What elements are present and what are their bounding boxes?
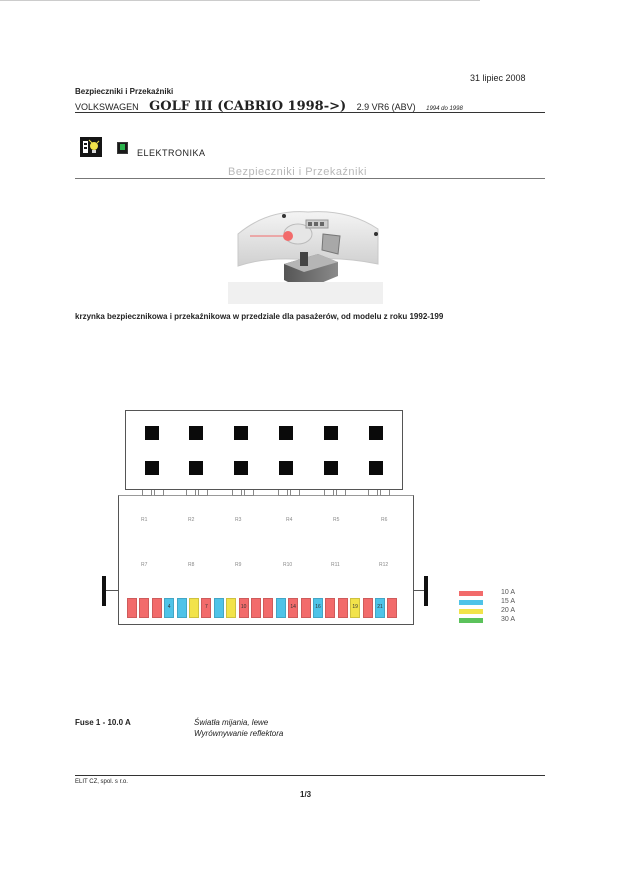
relay-label: R1 xyxy=(141,517,148,523)
vehicle-make: VOLKSWAGEN xyxy=(75,102,139,112)
fuse-14[interactable] xyxy=(288,598,298,618)
fuse-5[interactable] xyxy=(177,598,187,618)
fuse-22[interactable] xyxy=(387,598,397,618)
legend-swatch xyxy=(459,618,483,623)
selected-fuse-description xyxy=(194,717,283,739)
fuse-21[interactable] xyxy=(375,598,385,618)
fuse-number-label: 21 xyxy=(377,604,383,610)
clip xyxy=(186,490,196,496)
relay-socket xyxy=(234,426,248,440)
fuse-number-label: 19 xyxy=(352,604,358,610)
relay-socket xyxy=(369,461,383,475)
fuse-16[interactable] xyxy=(313,598,323,618)
fuse-7[interactable] xyxy=(201,598,211,618)
fuse-18[interactable] xyxy=(338,598,348,618)
fuse-11[interactable] xyxy=(251,598,261,618)
relay-socket xyxy=(369,426,383,440)
relay-label: R8 xyxy=(188,562,195,568)
fuse-description-line: Wyrównywanie reflektora xyxy=(194,729,284,738)
clip xyxy=(380,490,390,496)
scan-edge-line xyxy=(0,0,480,1)
relay-label: R7 xyxy=(141,562,148,568)
legend-label: 30 A xyxy=(501,616,516,623)
clip xyxy=(336,490,346,496)
category-label: ELEKTRONIKA xyxy=(137,148,206,158)
electrical-bulb-icon xyxy=(80,137,102,157)
fuse-15[interactable] xyxy=(301,598,311,618)
legend-label: 15 A xyxy=(501,598,516,605)
fuse-20[interactable] xyxy=(363,598,373,618)
relay-socket xyxy=(145,461,159,475)
fuse-6[interactable] xyxy=(189,598,199,618)
relay-label: R5 xyxy=(333,517,340,523)
clip xyxy=(324,490,334,496)
relay-socket xyxy=(145,426,159,440)
location-caption: krzynka bezpiecznikowa i przekaźnikowa w przedziale dla pasażerów, od modelu z roku 1992-199 xyxy=(75,312,444,321)
legend-swatch xyxy=(459,609,483,614)
clip xyxy=(154,490,164,496)
relay-label: R11 xyxy=(331,562,340,568)
relay-label: R6 xyxy=(381,517,388,523)
relay-socket xyxy=(189,461,203,475)
fuse-number-label: 4 xyxy=(167,604,171,610)
vehicle-years: 1994 do 1998 xyxy=(426,106,463,112)
clip xyxy=(198,490,208,496)
relay-label: R9 xyxy=(235,562,242,568)
fuse-19[interactable] xyxy=(350,598,360,618)
fuse-10[interactable] xyxy=(239,598,249,618)
relay-socket xyxy=(279,426,293,440)
legend-swatch xyxy=(459,591,483,596)
fuse-4[interactable] xyxy=(164,598,174,618)
clip xyxy=(278,490,288,496)
fuse-1[interactable] xyxy=(127,598,137,618)
electronics-chip-icon xyxy=(117,142,128,154)
relay-socket xyxy=(324,426,338,440)
fuse-2[interactable] xyxy=(139,598,149,618)
clip xyxy=(290,490,300,496)
legend-swatch xyxy=(459,600,483,605)
footer-divider xyxy=(75,775,545,776)
fuse-8[interactable] xyxy=(214,598,224,618)
clip xyxy=(232,490,242,496)
relay-socket xyxy=(234,461,248,475)
fuse-number-label: 10 xyxy=(240,604,247,610)
vehicle-model: GOLF III (CABRIO 1998->) xyxy=(149,99,347,114)
mount-bracket-right xyxy=(424,576,428,606)
legend-label: 20 A xyxy=(501,607,516,614)
company-name: ELIT CZ, spol. s r.o. xyxy=(75,779,128,785)
fuse-number-label: 14 xyxy=(290,604,296,610)
vehicle-line xyxy=(75,97,545,113)
clip xyxy=(142,490,152,496)
vehicle-engine: 2.9 VR6 (ABV) xyxy=(356,102,416,112)
clip xyxy=(368,490,378,496)
mount-line-right xyxy=(414,590,424,591)
relay-box-upper xyxy=(125,410,403,490)
document-date: 31 lipiec 2008 xyxy=(470,73,526,83)
document-title: Bezpieczniki i Przekaźniki xyxy=(75,87,174,96)
fuse-12[interactable] xyxy=(263,598,273,618)
fuse-description-line: Światła mijania, lewe xyxy=(194,718,269,727)
fuse-box-location-image xyxy=(228,194,383,304)
relay-label: R3 xyxy=(235,517,242,523)
selected-fuse-title: Fuse 1 - 10.0 A xyxy=(75,718,131,727)
relay-socket xyxy=(189,426,203,440)
relay-label: R12 xyxy=(379,562,389,568)
clip-row xyxy=(118,489,414,499)
mount-bracket-left xyxy=(102,576,106,606)
legend-label: 10 A xyxy=(501,589,516,596)
relay-socket xyxy=(279,461,293,475)
fuse-3[interactable] xyxy=(152,598,162,618)
relay-label: R2 xyxy=(188,517,195,523)
page-number: 1/3 xyxy=(300,790,312,799)
section-divider xyxy=(75,178,545,179)
relay-label: R10 xyxy=(283,562,293,568)
fuse-number-label: 7 xyxy=(205,604,208,610)
relay-socket xyxy=(324,461,338,475)
fuse-number-label: 16 xyxy=(315,604,321,610)
fuse-13[interactable] xyxy=(276,598,286,618)
mount-line-left xyxy=(106,590,118,591)
fuse-9[interactable] xyxy=(226,598,236,618)
relay-label: R4 xyxy=(286,517,293,523)
section-title: Bezpieczniki i Przekaźniki xyxy=(228,166,367,178)
clip xyxy=(244,490,254,496)
fuse-17[interactable] xyxy=(325,598,335,618)
